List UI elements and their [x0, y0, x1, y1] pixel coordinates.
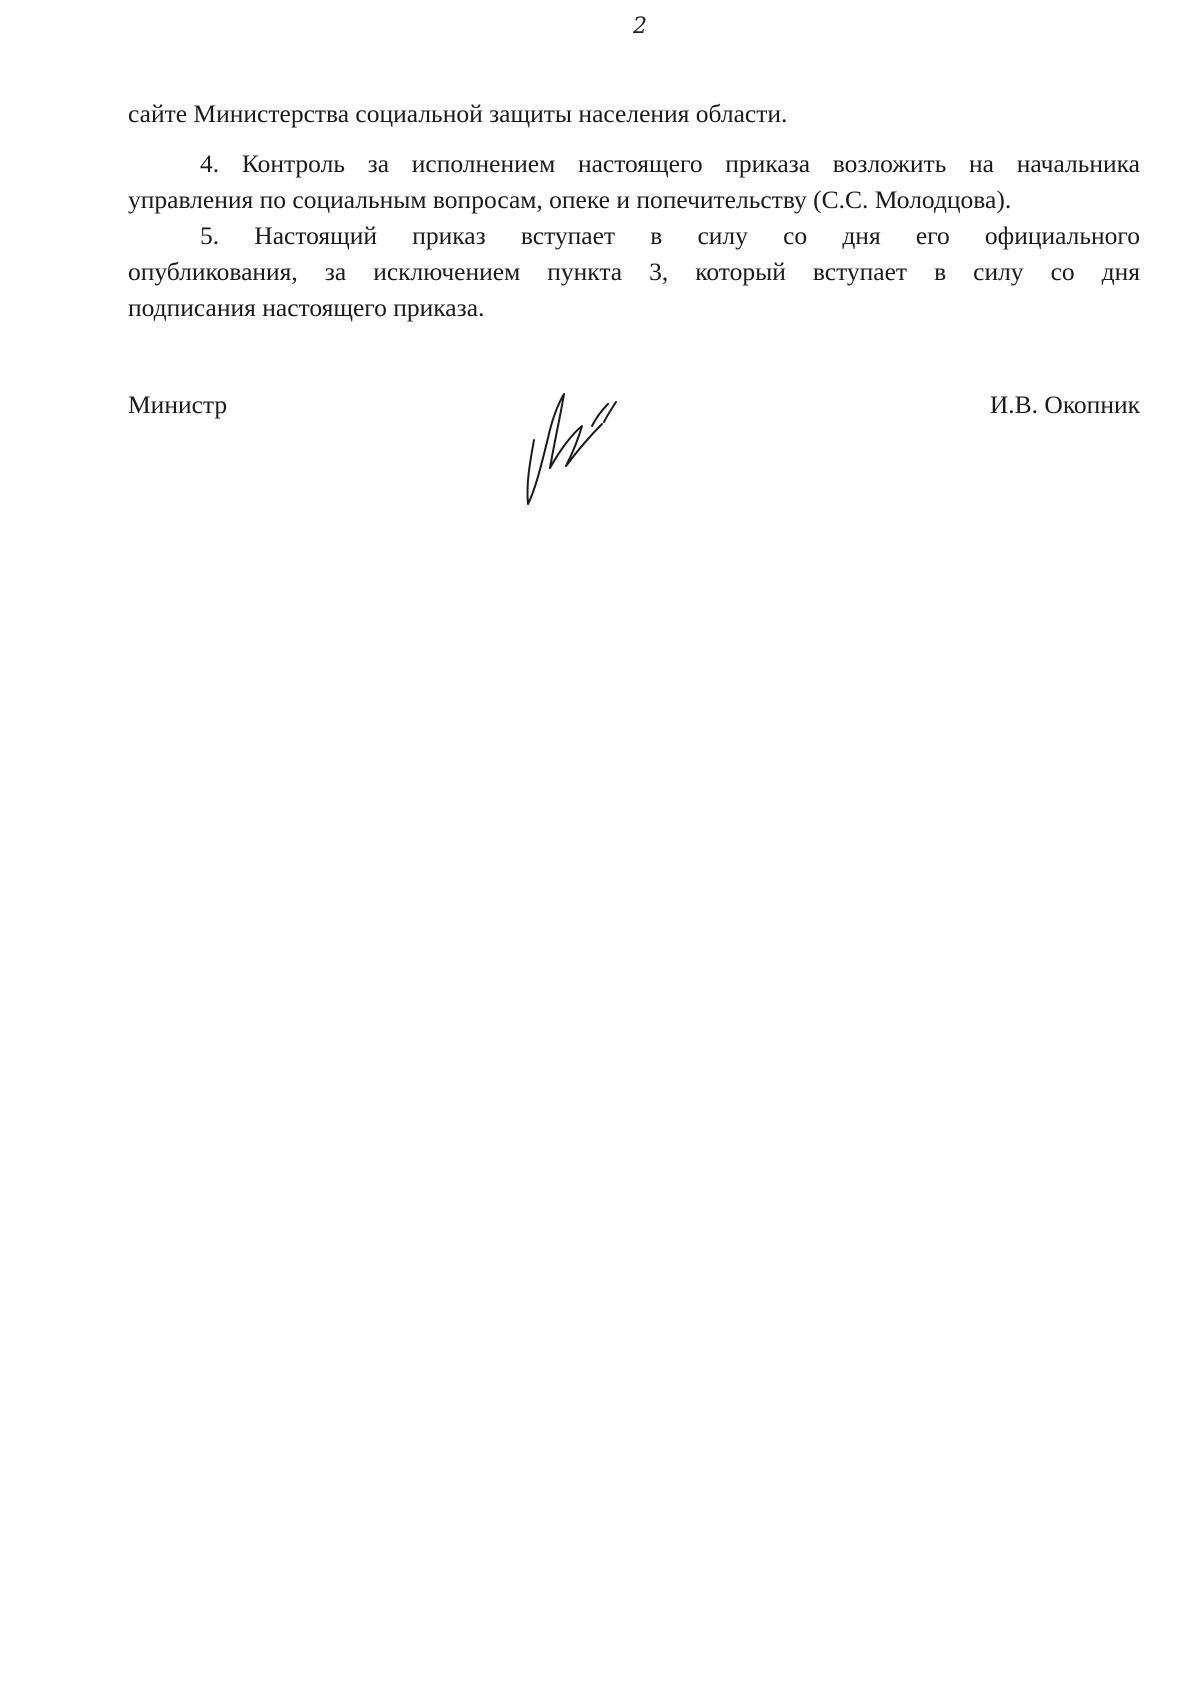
paragraph-4-line-1: 4. Контроль за исполнением настоящего приказа возложить на начальника	[200, 149, 1140, 178]
page-number: 2	[633, 14, 647, 39]
paragraph-5-line-1: 5. Настоящий приказ вступает в силу со дня его официального	[200, 221, 1140, 250]
paragraph-5-line-3: подписания настоящего приказа.	[128, 293, 485, 322]
paragraph-site-line: сайте Министерства социальной защиты населения области.	[128, 99, 788, 128]
document-body	[128, 96, 1140, 326]
signatory-name: И.В. Окопник	[989, 390, 1140, 419]
handwritten-signature	[520, 392, 650, 512]
signatory-title: Министр	[128, 390, 228, 419]
paragraph-5-line-2: опубликования, за исключением пункта 3, который вступает в силу со дня	[128, 257, 1140, 286]
paragraph-4-line-2: управления по социальным вопросам, опеке и попечительству (С.С. Молодцова).	[128, 185, 1012, 214]
